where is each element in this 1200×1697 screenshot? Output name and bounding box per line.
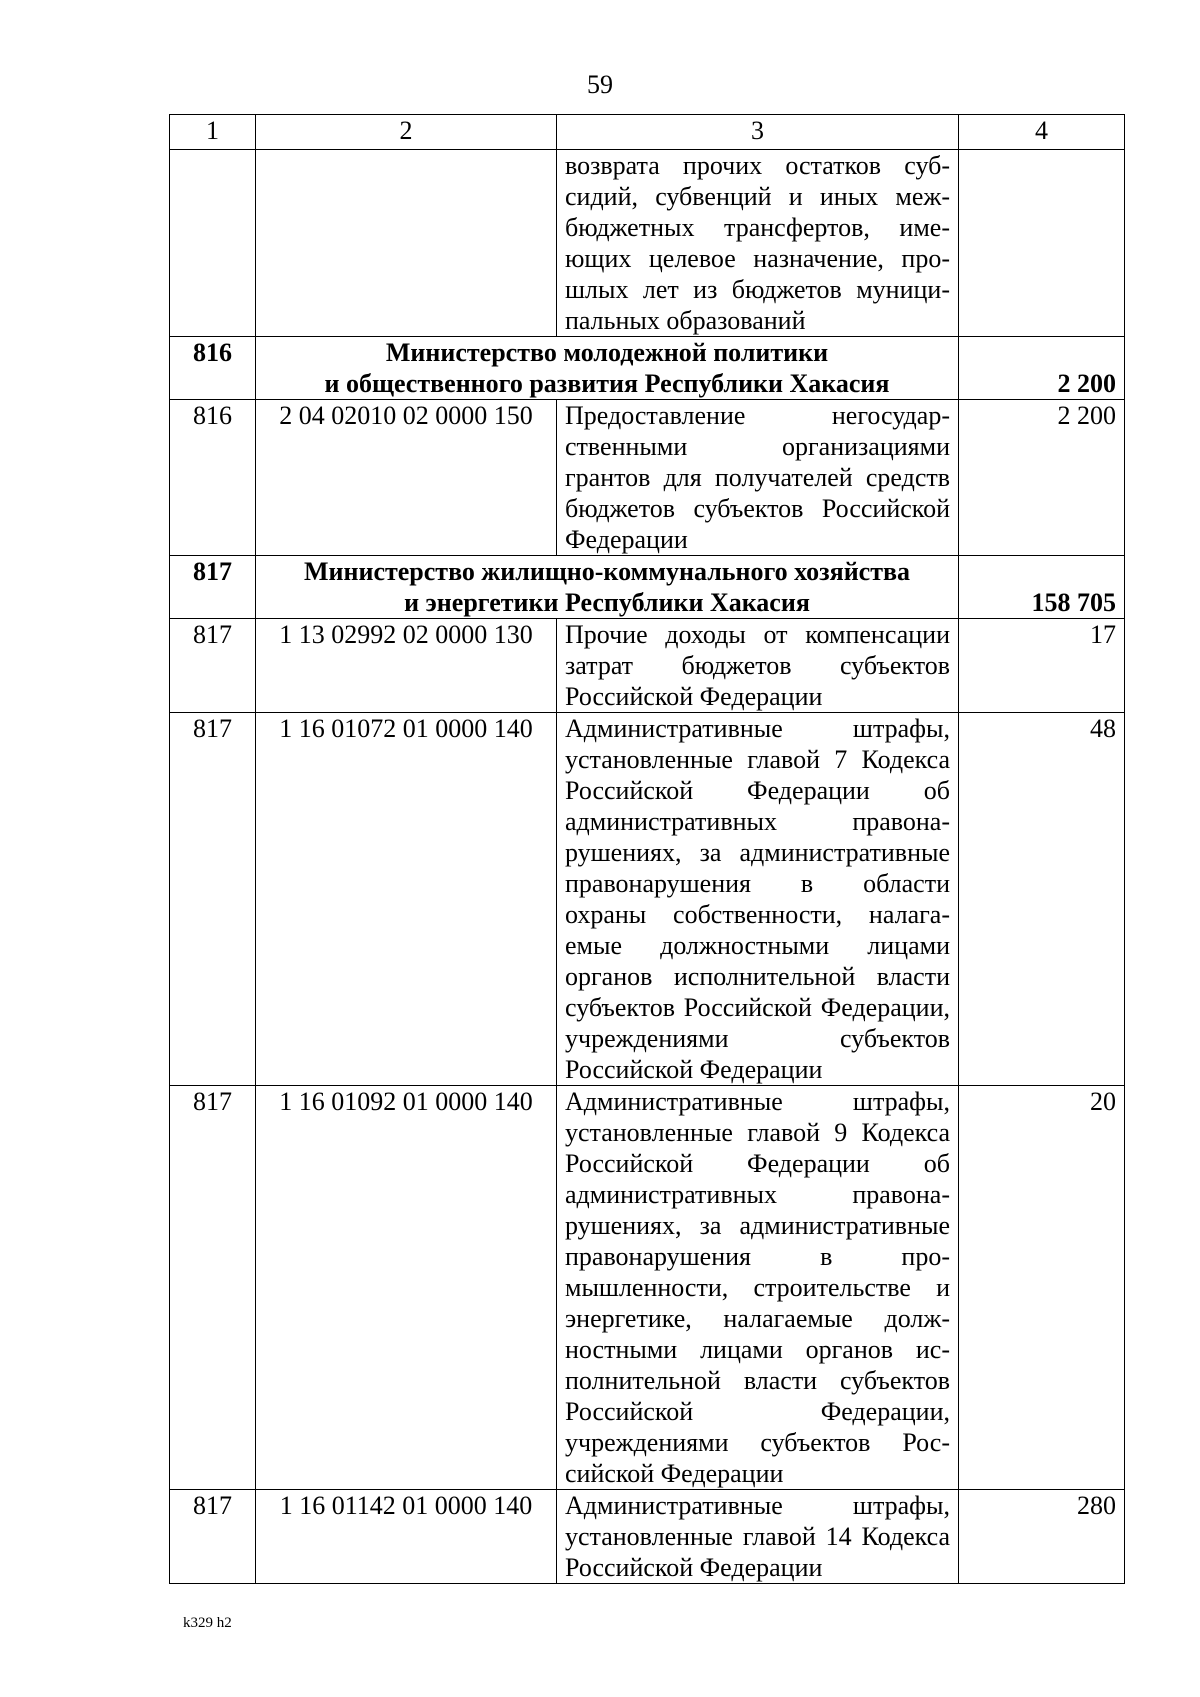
column-header-4: 4	[959, 115, 1125, 150]
table-row	[170, 1490, 1125, 1584]
ministry-name-line: и энергетики Республики Хакасия	[404, 588, 810, 617]
admin-code-cell: 817	[170, 619, 256, 713]
column-header-2: 2	[256, 115, 557, 150]
amount-cell: 158 705	[959, 556, 1125, 619]
amount-cell: 2 200	[959, 337, 1125, 400]
ministry-name-line: Министерство молодежной политики	[385, 338, 829, 367]
admin-code-cell: 817	[170, 556, 256, 619]
amount-cell: 48	[959, 713, 1125, 1086]
page-number: 59	[587, 70, 613, 99]
revenue-name-cell: Административные штрафы, установленные главой 7 Кодекса Российской Федерации об административных правонарушениях, за административные правонарушения в области охраны собственности, налагаемые должностными лицами органов исполнительной власти субъектов Российской Федерации, учреждениями субъектов Российской Федерации	[557, 713, 959, 1086]
revenue-table	[169, 114, 1125, 1584]
revenue-name-cell: Предоставление негосударственными организациями грантов для получателей средств бюджетов субъектов Российской Федерации	[557, 400, 959, 556]
amount-cell: 20	[959, 1086, 1125, 1490]
ministry-name-line: Министерство жилищно-коммунального хозяйства	[303, 557, 911, 586]
document-footer-code: k329 h2	[183, 1615, 232, 1631]
table-row	[170, 400, 1125, 556]
table-row	[170, 619, 1125, 713]
amount-cell: 280	[959, 1490, 1125, 1584]
revenue-name-cell: Административные штрафы, установленные главой 14 Кодекса Российской Федерации	[557, 1490, 959, 1584]
ministry-name-cell	[256, 556, 959, 619]
amount-cell	[959, 150, 1125, 337]
table-row	[170, 1086, 1125, 1490]
revenue-name-cell: Прочие доходы от компенсации затрат бюджетов субъектов Российской Федерации	[557, 619, 959, 713]
budget-code-cell: 1 13 02992 02 0000 130	[256, 619, 557, 713]
ministry-row	[170, 337, 1125, 400]
budget-code-cell: 1 16 01072 01 0000 140	[256, 713, 557, 1086]
table-row	[170, 713, 1125, 1086]
budget-code-cell: 1 16 01142 01 0000 140	[256, 1490, 557, 1584]
ministry-row	[170, 556, 1125, 619]
admin-code-cell: 816	[170, 337, 256, 400]
table-row	[170, 150, 1125, 337]
ministry-name-cell	[256, 337, 959, 400]
admin-code-cell: 817	[170, 713, 256, 1086]
admin-code-cell: 817	[170, 1086, 256, 1490]
table-body	[170, 115, 1125, 1584]
column-header-3: 3	[557, 115, 959, 150]
revenue-name-cell: Административные штрафы, установленные главой 9 Кодекса Российской Федерации об административных правонарушениях, за административные правонарушения в промышленности, строительстве и энергетике, налагаемые должностными лицами органов исполнительной власти субъектов Российской Федерации, учреждениями субъектов Российской Федерации	[557, 1086, 959, 1490]
admin-code-cell	[170, 150, 256, 337]
amount-cell: 2 200	[959, 400, 1125, 556]
revenue-name-cell: возврата прочих остатков субсидий, субвенций и иных межбюджетных трансфертов, имеющих целевое назначение, прошлых лет из бюджетов муниципальных образований	[557, 150, 959, 337]
budget-code-cell: 1 16 01092 01 0000 140	[256, 1086, 557, 1490]
admin-code-cell: 816	[170, 400, 256, 556]
admin-code-cell: 817	[170, 1490, 256, 1584]
table-header-row	[170, 115, 1125, 150]
column-header-1: 1	[170, 115, 256, 150]
amount-cell: 17	[959, 619, 1125, 713]
budget-code-cell	[256, 150, 557, 337]
ministry-name-line: и общественного развития Республики Хакасия	[324, 369, 890, 398]
budget-code-cell: 2 04 02010 02 0000 150	[256, 400, 557, 556]
